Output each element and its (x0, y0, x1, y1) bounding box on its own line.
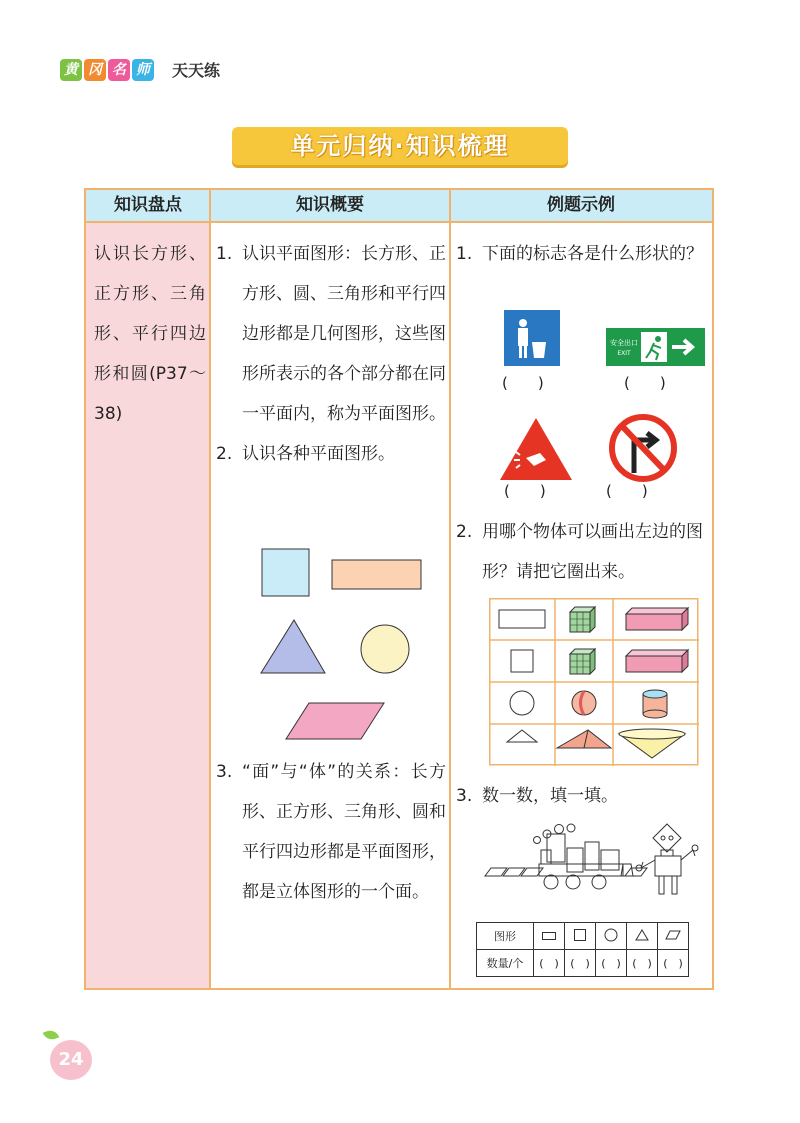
row-label: 数量/个 (477, 950, 534, 977)
pyramid-icon (557, 730, 611, 748)
triangle-icon (635, 929, 649, 941)
item-number: 1. (216, 244, 233, 264)
count-blank[interactable]: ( ) (565, 950, 596, 977)
question-3 (456, 776, 706, 816)
circle-shape (361, 625, 409, 673)
cone-icon (619, 729, 685, 758)
summary-item-3 (216, 752, 446, 912)
brand-logo (60, 59, 156, 81)
plane-shapes-illustration (246, 540, 446, 750)
q-number: 2. (456, 522, 473, 542)
brand-char: 黄 (60, 59, 82, 81)
answer-blank[interactable]: ( ) (606, 482, 648, 500)
item-text: 认识各种平面图形。 (242, 444, 395, 464)
item-number: 2. (216, 444, 233, 464)
circle-icon (604, 928, 618, 942)
question-2 (456, 512, 706, 592)
q-text: 下面的标志各是什么形状的？ (482, 244, 703, 264)
q-text: 用哪个物体可以画出左边的图形？请把它圈出来。 (482, 522, 703, 582)
column-divider (449, 190, 451, 988)
brand-char: 名 (108, 59, 130, 81)
brand-char: 师 (132, 59, 154, 81)
q-number: 3. (456, 786, 473, 806)
square-outline (511, 650, 533, 672)
q-text: 数一数，填一填。 (482, 786, 618, 806)
answer-blank[interactable]: ( ) (624, 374, 666, 392)
leaf-icon (43, 1028, 60, 1042)
count-blank[interactable]: ( ) (627, 950, 658, 977)
summary-column-cont (216, 752, 446, 912)
square-shape (262, 549, 309, 596)
summary-item-2 (216, 434, 446, 474)
q-number: 1. (456, 244, 473, 264)
question-1 (456, 234, 706, 274)
cylinder-icon (643, 690, 667, 718)
triangle-shape (261, 620, 325, 673)
item-number: 3. (216, 762, 233, 782)
column-divider (209, 190, 211, 988)
parallelogram-shape (286, 703, 384, 739)
header-knowledge-points: 知识盘点 (86, 190, 210, 223)
row-label: 图形 (477, 923, 534, 950)
count-blank[interactable]: ( ) (596, 950, 627, 977)
summary-item-1 (216, 234, 446, 434)
section-banner: 单元归纳·知识梳理 (232, 127, 568, 165)
rectangle-outline (499, 610, 545, 628)
item-text: “面”与“体”的关系：长方形、正方形、三角形、圆和平行四边形都是平面图形，都是立体图形的一个面。 (242, 762, 446, 902)
answer-blank[interactable]: ( ) (504, 482, 546, 500)
triangle-outline (507, 730, 537, 742)
count-table (476, 922, 689, 977)
summary-column (216, 234, 446, 474)
signs-illustration (496, 308, 706, 488)
ball-icon (572, 691, 596, 715)
header-knowledge-summary: 知识概要 (210, 190, 450, 223)
brand-char: 冈 (84, 59, 106, 81)
no-right-turn-sign-icon (612, 417, 674, 479)
train-robot-illustration (481, 822, 711, 912)
cuboid-icon (626, 650, 688, 672)
rectangle-icon (542, 932, 556, 940)
exit-sign-icon (606, 328, 705, 366)
rectangle-shape (332, 560, 421, 589)
answer-blank[interactable]: ( ) (502, 374, 544, 392)
exit-sign-cn: 安全出口 (610, 339, 638, 347)
warning-triangle-sign-icon (500, 418, 572, 480)
item-text: 认识平面图形：长方形、正方形、圆、三角形和平行四边形都是几何图形，这些图形所表示的各个部分都在同一平面内，称为平面图形。 (242, 244, 446, 424)
circle-outline (510, 691, 534, 715)
header-examples: 例题示例 (450, 190, 712, 223)
count-blank[interactable]: ( ) (534, 950, 565, 977)
header-brand (60, 58, 220, 81)
square-icon (574, 929, 586, 941)
knowledge-table (84, 188, 714, 990)
brand-tail: 天天练 (172, 61, 221, 80)
solids-grid (489, 598, 699, 766)
topic-text: 认识长方形、正方形、三角形、平行四边形和圆(P37～38) (94, 244, 206, 424)
cuboid-icon (626, 608, 688, 630)
table-row (477, 950, 689, 977)
cube-stack-icon (570, 607, 595, 632)
page-number: 24 (50, 1040, 92, 1080)
table-row (477, 923, 689, 950)
cube-stack-icon (570, 649, 595, 674)
exit-sign-en: EXIT (617, 350, 631, 357)
count-blank[interactable]: ( ) (658, 950, 689, 977)
trash-sign-icon (504, 310, 560, 366)
parallelogram-icon (665, 930, 681, 940)
